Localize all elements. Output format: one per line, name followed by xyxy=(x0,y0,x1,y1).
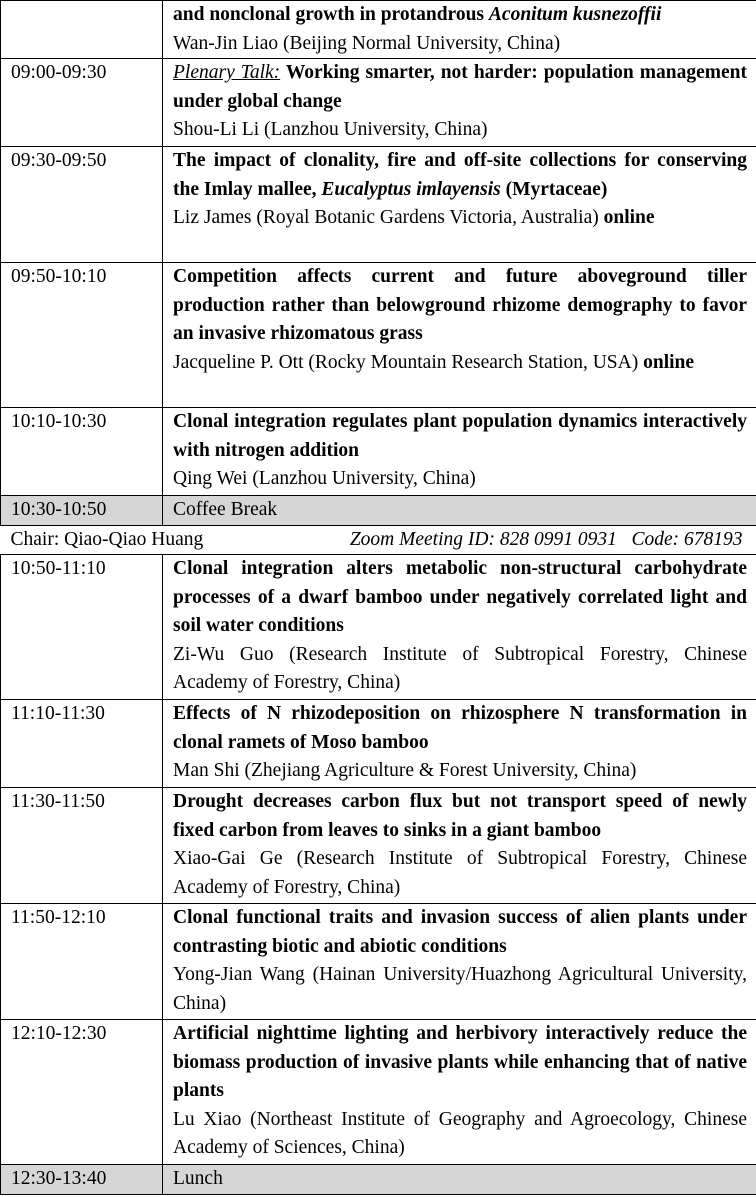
time-cell: 09:50-10:10 xyxy=(1,263,163,408)
online-badge: online xyxy=(603,207,655,228)
table-row xyxy=(1,59,756,147)
time-cell: 09:00-09:30 xyxy=(1,59,163,147)
talk-title: Drought decreases carbon flux but not transport speed of newly fixed carbon from leaves to sinks in a giant bamboo xyxy=(173,791,747,841)
talk-cell xyxy=(163,700,756,788)
break-cell: Coffee Break xyxy=(163,496,756,526)
talk-title: Clonal integration regulates plant population dynamics interactively with nitrogen addition xyxy=(173,411,747,461)
time-cell: 11:30-11:50 xyxy=(1,788,163,904)
talk-speaker: Xiao-Gai Ge (Research Institute of Subtropical Forestry, Chinese Academy of Forestry, China) xyxy=(173,848,747,898)
talk-cell xyxy=(163,1,756,59)
talk-speaker: Wan-Jin Liao (Beijing Normal University, China) xyxy=(173,32,561,54)
time-cell: 11:10-11:30 xyxy=(1,700,163,788)
talk-speaker: Man Shi (Zhejiang Agriculture & Forest University, China) xyxy=(173,760,637,781)
talk-cell xyxy=(163,263,756,408)
online-badge: online xyxy=(643,351,695,373)
time-cell: 12:30-13:40 xyxy=(1,1165,163,1195)
talk-title: Competition affects current and future aboveground tiller production rather than belowground rhizome demography to favor an invasive rhizomatous grass xyxy=(173,266,747,344)
time-cell: 09:30-09:50 xyxy=(1,147,163,263)
time-cell: 10:30-10:50 xyxy=(1,496,163,526)
talk-speaker: Jacqueline P. Ott (Rocky Mountain Research Station, USA) online xyxy=(173,351,695,373)
talk-cell xyxy=(163,408,756,496)
time-cell: 11:50-12:10 xyxy=(1,904,163,1020)
time-cell xyxy=(1,1,163,59)
talk-cell xyxy=(163,555,756,700)
break-row xyxy=(1,496,756,526)
talk-speaker: Zi-Wu Guo (Research Institute of Subtropical Forestry, Chinese Academy of Forestry, China) xyxy=(173,643,747,693)
break-row xyxy=(1,1165,756,1195)
table-row xyxy=(1,904,756,1020)
talk-cell xyxy=(163,1020,756,1165)
table-row xyxy=(1,555,756,700)
table-row xyxy=(1,700,756,788)
talk-title: Effects of N rhizodeposition on rhizosphere N transformation in clonal ramets of Moso bamboo xyxy=(173,703,747,753)
talk-title: The impact of clonality, fire and off-site collections for conserving the Imlay mallee, Eucalyptus imlayensis (Myrtaceae) xyxy=(173,150,747,200)
talk-title: Clonal functional traits and invasion success of alien plants under contrasting biotic and abiotic conditions xyxy=(173,907,747,957)
time-cell: 10:10-10:30 xyxy=(1,408,163,496)
talk-speaker: Qing Wei (Lanzhou University, China) xyxy=(173,468,476,489)
talk-title: and nonclonal growth in protandrous Aconitum kusnezoffii xyxy=(173,4,662,25)
talk-cell xyxy=(163,788,756,904)
session-chair: Chair: Qiao-Qiao Huang xyxy=(10,528,204,550)
talk-speaker: Yong-Jian Wang (Hainan University/Huazhong Agricultural University, China) xyxy=(173,964,747,1014)
talk-title: Artificial nighttime lighting and herbivory interactively reduce the biomass production of invasive plants while enhancing that of native plants xyxy=(173,1023,747,1101)
table-row xyxy=(1,147,756,263)
talk-speaker: Lu Xiao (Northeast Institute of Geography and Agroecology, Chinese Academy of Sciences, China) xyxy=(173,1108,747,1158)
plenary-label: Plenary Talk: xyxy=(173,62,281,83)
table-row xyxy=(1,263,756,408)
zoom-meeting-info: Zoom Meeting ID: 828 0991 0931 Code: 678193 xyxy=(349,528,743,550)
talk-title: Plenary Talk: Working smarter, not harder: population management under global change xyxy=(173,62,747,112)
talk-speaker: Liz James (Royal Botanic Gardens Victoria, Australia) online xyxy=(173,207,655,228)
session-chair-cell xyxy=(1,525,756,555)
table-row xyxy=(1,788,756,904)
table-row xyxy=(1,1020,756,1165)
talk-cell xyxy=(163,904,756,1020)
talk-title: Clonal integration alters metabolic non-structural carbohydrate processes of a dwarf bamboo under negatively correlated light and soil water conditions xyxy=(173,558,747,636)
talk-speaker: Shou-Li Li (Lanzhou University, China) xyxy=(173,119,488,140)
talk-cell xyxy=(163,147,756,263)
time-cell: 12:10-12:30 xyxy=(1,1020,163,1165)
table-row xyxy=(1,1,756,59)
talk-cell xyxy=(163,59,756,147)
table-row xyxy=(1,408,756,496)
break-cell: Lunch xyxy=(163,1165,756,1195)
session-chair-row xyxy=(1,525,756,555)
time-cell: 10:50-11:10 xyxy=(1,555,163,700)
